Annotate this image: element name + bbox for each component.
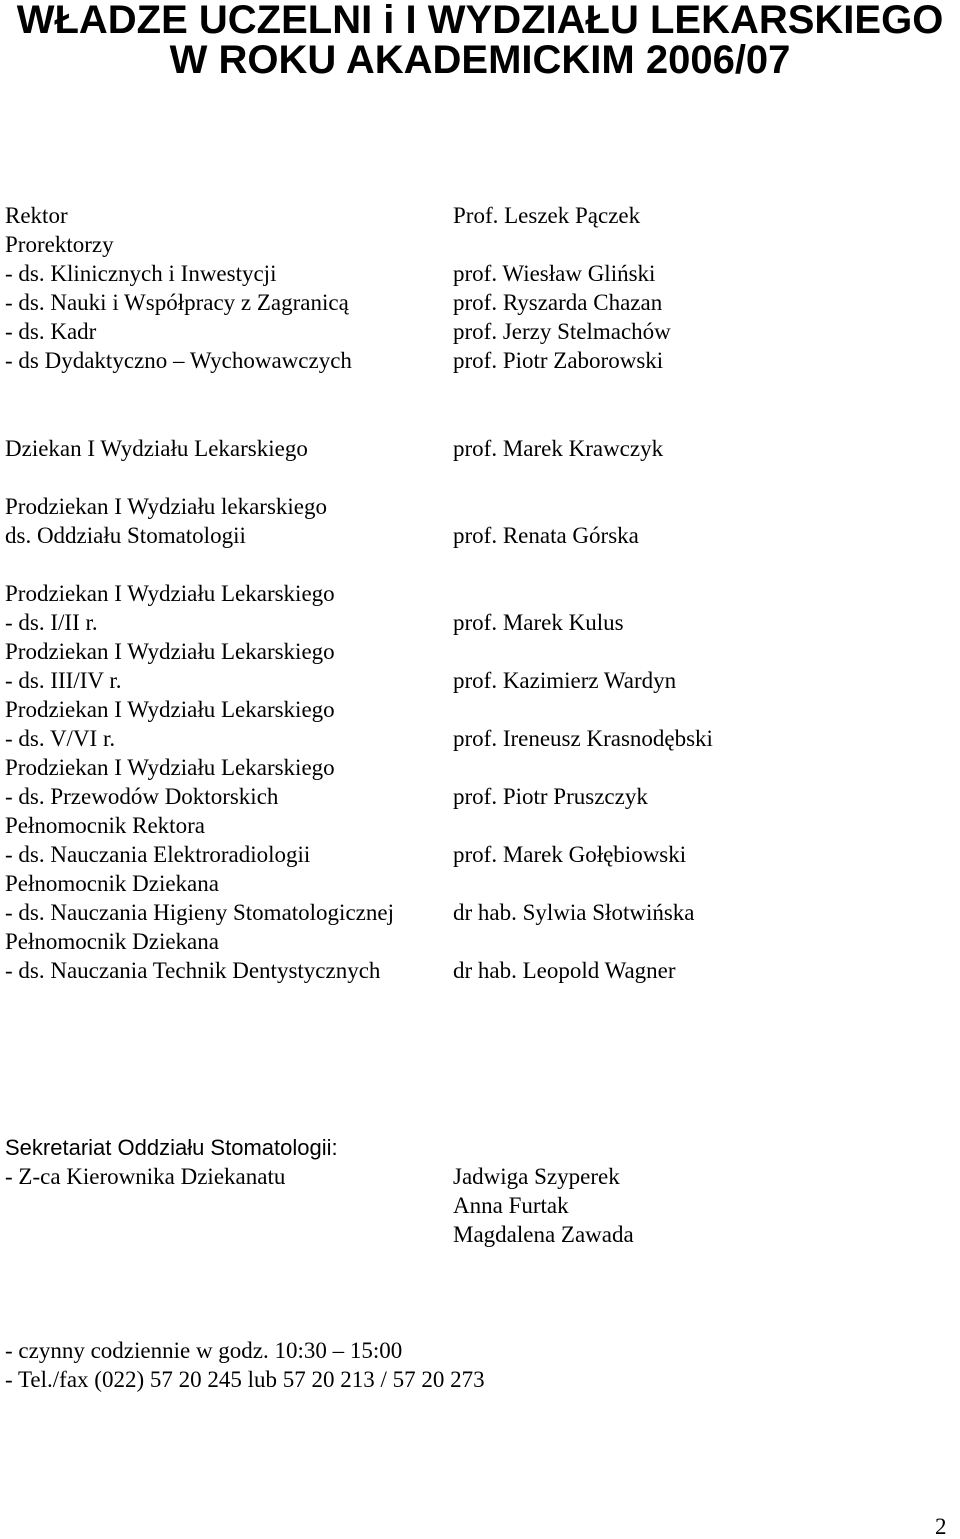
- official-scope: - ds. I/II r.: [5, 610, 98, 635]
- secretariat-staff-name: Magdalena Zawada: [453, 1222, 634, 1247]
- vice-rector-role: - ds. Klinicznych i Inwestycji: [5, 261, 277, 286]
- page-number: 2: [935, 1514, 947, 1539]
- official-scope: - ds. Nauczania Elektroradiologii: [5, 842, 311, 867]
- official-title: Pełnomocnik Dziekana: [5, 929, 219, 954]
- vice-rector-name: prof. Wiesław Gliński: [453, 261, 656, 286]
- official-title: Pełnomocnik Dziekana: [5, 871, 219, 896]
- rector-label: Rektor: [5, 203, 68, 228]
- vice-dean-stomatology-scope: ds. Oddziału Stomatologii: [5, 523, 246, 548]
- official-scope: - ds. Nauczania Higieny Stomatologicznej: [5, 900, 394, 925]
- official-name: dr hab. Leopold Wagner: [453, 958, 676, 983]
- official-scope: - ds. Przewodów Doktorskich: [5, 784, 279, 809]
- official-title: Prodziekan I Wydziału Lekarskiego: [5, 755, 335, 780]
- official-scope: - ds. V/VI r.: [5, 726, 116, 751]
- document-title-line-2: W ROKU AKADEMICKIM 2006/07: [169, 38, 791, 82]
- vice-rector-role: - ds Dydaktyczno – Wychowawczych: [5, 348, 352, 373]
- official-scope: - ds. Nauczania Technik Dentystycznych: [5, 958, 381, 983]
- vice-rectors-label: Prorektorzy: [5, 232, 114, 257]
- secretariat-staff-name: Anna Furtak: [453, 1193, 569, 1218]
- vice-rector-name: prof. Ryszarda Chazan: [453, 290, 663, 315]
- vice-rector-role: - ds. Nauki i Współpracy z Zagranicą: [5, 290, 349, 315]
- official-name: prof. Kazimierz Wardyn: [453, 668, 677, 693]
- official-title: Prodziekan I Wydziału Lekarskiego: [5, 581, 335, 606]
- phone-fax: - Tel./fax (022) 57 20 245 lub 57 20 213 / 57 20 273: [5, 1367, 485, 1392]
- vice-dean-stomatology-role: Prodziekan I Wydziału lekarskiego: [5, 494, 327, 519]
- official-name: prof. Piotr Pruszczyk: [453, 784, 648, 809]
- secretariat-heading: Sekretariat Oddziału Stomatologii:: [5, 1135, 338, 1160]
- official-name: prof. Marek Kulus: [453, 610, 624, 635]
- document-title-line-1: WŁADZE UCZELNI i I WYDZIAŁU LEKARSKIEGO: [16, 0, 944, 42]
- vice-rector-name: prof. Jerzy Stelmachów: [453, 319, 671, 344]
- official-name: prof. Marek Gołębiowski: [453, 842, 687, 867]
- vice-dean-stomatology-name: prof. Renata Górska: [453, 523, 639, 548]
- official-name: dr hab. Sylwia Słotwińska: [453, 900, 695, 925]
- secretariat-staff-name: Jadwiga Szyperek: [453, 1164, 620, 1189]
- official-title: Prodziekan I Wydziału Lekarskiego: [5, 639, 335, 664]
- official-name: prof. Ireneusz Krasnodębski: [453, 726, 713, 751]
- dean-name: prof. Marek Krawczyk: [453, 436, 664, 461]
- secretariat-role: - Z-ca Kierownika Dziekanatu: [5, 1164, 286, 1189]
- dean-role: Dziekan I Wydziału Lekarskiego: [5, 436, 308, 461]
- official-scope: - ds. III/IV r.: [5, 668, 122, 693]
- official-title: Pełnomocnik Rektora: [5, 813, 205, 838]
- vice-rector-name: prof. Piotr Zaborowski: [453, 348, 664, 373]
- vice-rector-role: - ds. Kadr: [5, 319, 97, 344]
- office-hours: - czynny codziennie w godz. 10:30 – 15:00: [5, 1338, 403, 1363]
- official-title: Prodziekan I Wydziału Lekarskiego: [5, 697, 335, 722]
- rector-name: Prof. Leszek Pączek: [453, 203, 641, 228]
